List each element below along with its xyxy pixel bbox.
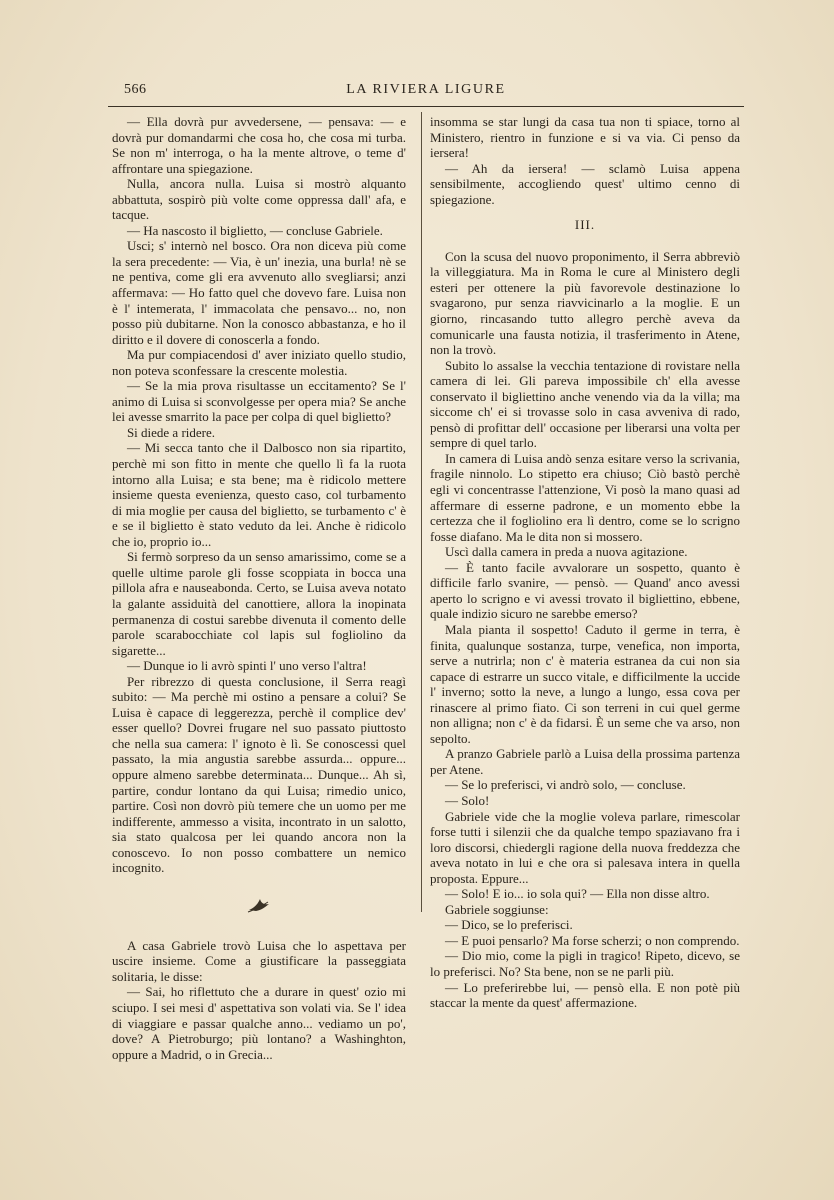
- paragraph: Si fermò sorpreso da un senso amarissimo, come se a quelle ultime parole gli fosse scoppiata in bocca una pillola afra e nauseabonda. Certo, se Luisa aveva notato la galante assiduità del canottiere, allora la inopinata permanenza di costui sarebbe divenuta il comento delle parole scarabocchiate col lapis sul fogliolino da sigarette...: [112, 549, 406, 658]
- left-column: [112, 114, 406, 1062]
- leaf-ornament-icon: [112, 896, 406, 914]
- paragraph: Uscì dalla camera in preda a nuova agitazione.: [444, 544, 688, 560]
- paragraph: Usci; s' internò nel bosco. Ora non diceva più come la sera precedente: — Via, è un' inezia, una burla! nè se ne pentiva, come gli era avvenuto allo svegliarsi; anzi affermava: — Ho fatto quel che dovevo fare. Luisa non è l' intemerata, l' immacolata che pensavo... no, non posso più dubitarne. Non la conosco abbastanza, e ho il diritto e il dovere di conoscerla a fondo.: [112, 238, 406, 347]
- paragraph: Ma pur compiacendosi d' aver iniziato quello studio, non poteva sconfessare la crescente molestia.: [112, 347, 406, 378]
- paragraph: — Dico, se lo preferisci.: [444, 917, 573, 933]
- paragraph: — Solo!: [444, 792, 490, 808]
- page-number: 566: [124, 82, 147, 97]
- paragraph: — È tanto facile avvalorare un sospetto, quanto è difficile farlo svanire, — pensò. — Quand' anco avessi aperto lo scrigno e vi avessi trovato il bigliettino, ebbene, quale indizio sicuro ne sarebbe emerso?: [430, 559, 740, 622]
- paragraph: insomma se star lungi da casa tua non ti spiace, torno al Ministero, rientro in funzione e si va via. Ci penso da iersera!: [430, 114, 740, 161]
- paragraph: Mala pianta il sospetto! Caduto il germe in terra, è finita, qualunque sostanza, turpe, venefica, non importa, serve a nutrirla; non c' è materia estranea da cui non sia capace di estrarre un succo vitale, e difficilmente la uccide l' inverno; sotto la neve, a lungo a lungo, essa cova per rinascere al primo fiato. Ci son terreni in cui quel germe non alligna; non c' è da fidarsi. È un seme che va arso, non sepolto.: [430, 621, 740, 746]
- header-rule: [108, 106, 744, 107]
- paragraph: — Dio mio, come la pigli in tragico! Ripeto, dicevo, se lo preferisci. No? Sta bene, non se ne parli più.: [430, 948, 740, 979]
- column-divider: [421, 112, 422, 912]
- paragraph: — Sai, ho riflettuto che a durare in quest' ozio mi sciupo. I sei mesi d' aspettativa son volati via. Se l' idea di viaggiare e passar qualche anno... vediamo un po', dove? A Pietroburgo; più lontano? a Washinghton, oppure a Madrid, o in Grecia...: [112, 984, 406, 1062]
- paragraph: — Solo! E io... io sola qui? — Ella non disse altro.: [444, 886, 710, 902]
- paragraph: Gabriele soggiunse:: [444, 901, 549, 917]
- page-header: [108, 80, 744, 106]
- paragraph: Subito lo assalse la vecchia tentazione di rovistare nella camera di lei. Gli pareva impossibile ch' ella avesse conservato il bigliettino anche venendo via da la villa; ma siccome ch' ei si trovasse solo in casa avveniva di rado, pensò di profittar dell' occasione per liberarsi una volta per sempre di quel tarlo.: [430, 357, 740, 451]
- paragraph: — Ha nascosto il biglietto, — concluse Gabriele.: [126, 222, 383, 238]
- section-heading: III.: [574, 217, 596, 233]
- right-column: [430, 114, 740, 1011]
- paragraph: — Dunque io li avrò spinti l' uno verso l'altra!: [126, 658, 367, 674]
- paragraph: Si diede a ridere.: [126, 424, 216, 440]
- paragraph: Nulla, ancora nulla. Luisa si mostrò alquanto abbattuta, sospirò più volte come oppressa dall' afa, e tacque.: [112, 176, 406, 223]
- paragraph: — Mi secca tanto che il Dalbosco non sia ripartito, perchè mi son fitto in mente che quello lì fa la ruota intorno alla Luisa; e sta bene; ma è ridicolo mettere insieme questa evenienza, questo caso, col turbamento di mia moglie per causa del biglietto, se turbamento c' è e se il biglietto è stato veduto da lei. Anche è ridicolo che io, proprio io...: [112, 440, 406, 549]
- paragraph: — Ah da iersera! — sclamò Luisa appena sensibilmente, accogliendo quest' ultimo cenno di spiegazione.: [430, 160, 740, 207]
- paragraph: In camera di Luisa andò senza esitare verso la scrivania, fragile ninnolo. Lo stipetto era chiuso; Ciò bastò perchè egli vi concentrasse l'attenzione, Vi posò la mano quasi ad affermare di esserne padrone, e un momento ebbe la certezza che il fogliolino era lì dentro, come se lo scrigno fosse diafano. Ma le dita non si mossero.: [430, 450, 740, 544]
- paragraph: Con la scusa del nuovo proponimento, il Serra abbreviò la villeggiatura. Ma in Roma le cure al Ministero degli esteri per ottenere la più favorevole destinazione lo svagarono, pur senza riavvicinarlo a la moglie. E un giorno, rincasando tutto allegro perchè aveva da comunicarle una fausta notizia, il trasferimento in Atene, non la trovò.: [430, 248, 740, 358]
- paragraph: A pranzo Gabriele parlò a Luisa della prossima partenza per Atene.: [430, 746, 740, 777]
- paragraph: A casa Gabriele trovò Luisa che lo aspettava per uscire insieme. Come a giustificare la passeggiata solitaria, le disse:: [112, 937, 406, 984]
- paragraph: Per ribrezzo di questa conclusione, il Serra reagì subito: — Ma perchè mi ostino a pensare a colui? Se Luisa è capace di leggerezza, perchè il complice dev' esser quello? Dovrei frugare nel suo passato piuttosto che nella sua camera: l' ignoto è lì. Se conoscessi quel passato, la mia angustia sarebbe assurda... oppure... oppure almeno sarebbe determinata... Dunque... Ah sì, partire, condur lontano da qui Luisa; rimedio unico, partire. Così non dovrò più temere che un uomo per me indifferente, ammesso a visita, incontrato in un salotto, sia stato qualcosa per lei quando ancora non la conoscevo. Io non posso combattere un nemico incognito.: [112, 673, 406, 876]
- paragraph: — E puoi pensarlo? Ma forse scherzi; o non comprendo.: [444, 932, 740, 948]
- paragraph: — Lo preferirebbe lui, — pensò ella. E non potè più staccar la mente da quest' affermazione.: [430, 979, 740, 1011]
- paragraph: — Se lo preferisci, vi andrò solo, — concluse.: [444, 777, 686, 793]
- paragraph: — Ella dovrà pur avvedersene, — pensava: — e dovrà pur domandarmi che cosa ho, che cosa mi turba. Se non m' interroga, o ha la mente altrove, o teme d' affrontare una spiegazione.: [112, 114, 406, 176]
- paragraph: Gabriele vide che la moglie voleva parlare, rimescolar forse tutti i silenzii che da qualche tempo spaziavano fra i loro discorsi, chiedergli ragione della nuova freddezza che aveva notato in lui e che ora si palesava intera in quella proposta. Eppure...: [430, 808, 740, 886]
- paragraph: — Se la mia prova risultasse un eccitamento? Se l' animo di Luisa si sconvolgesse per opera mia? Se anche lei avesse smarrito la pace per colpa di quel biglietto?: [112, 378, 406, 425]
- journal-title: LA RIVIERA LIGURE: [346, 82, 506, 97]
